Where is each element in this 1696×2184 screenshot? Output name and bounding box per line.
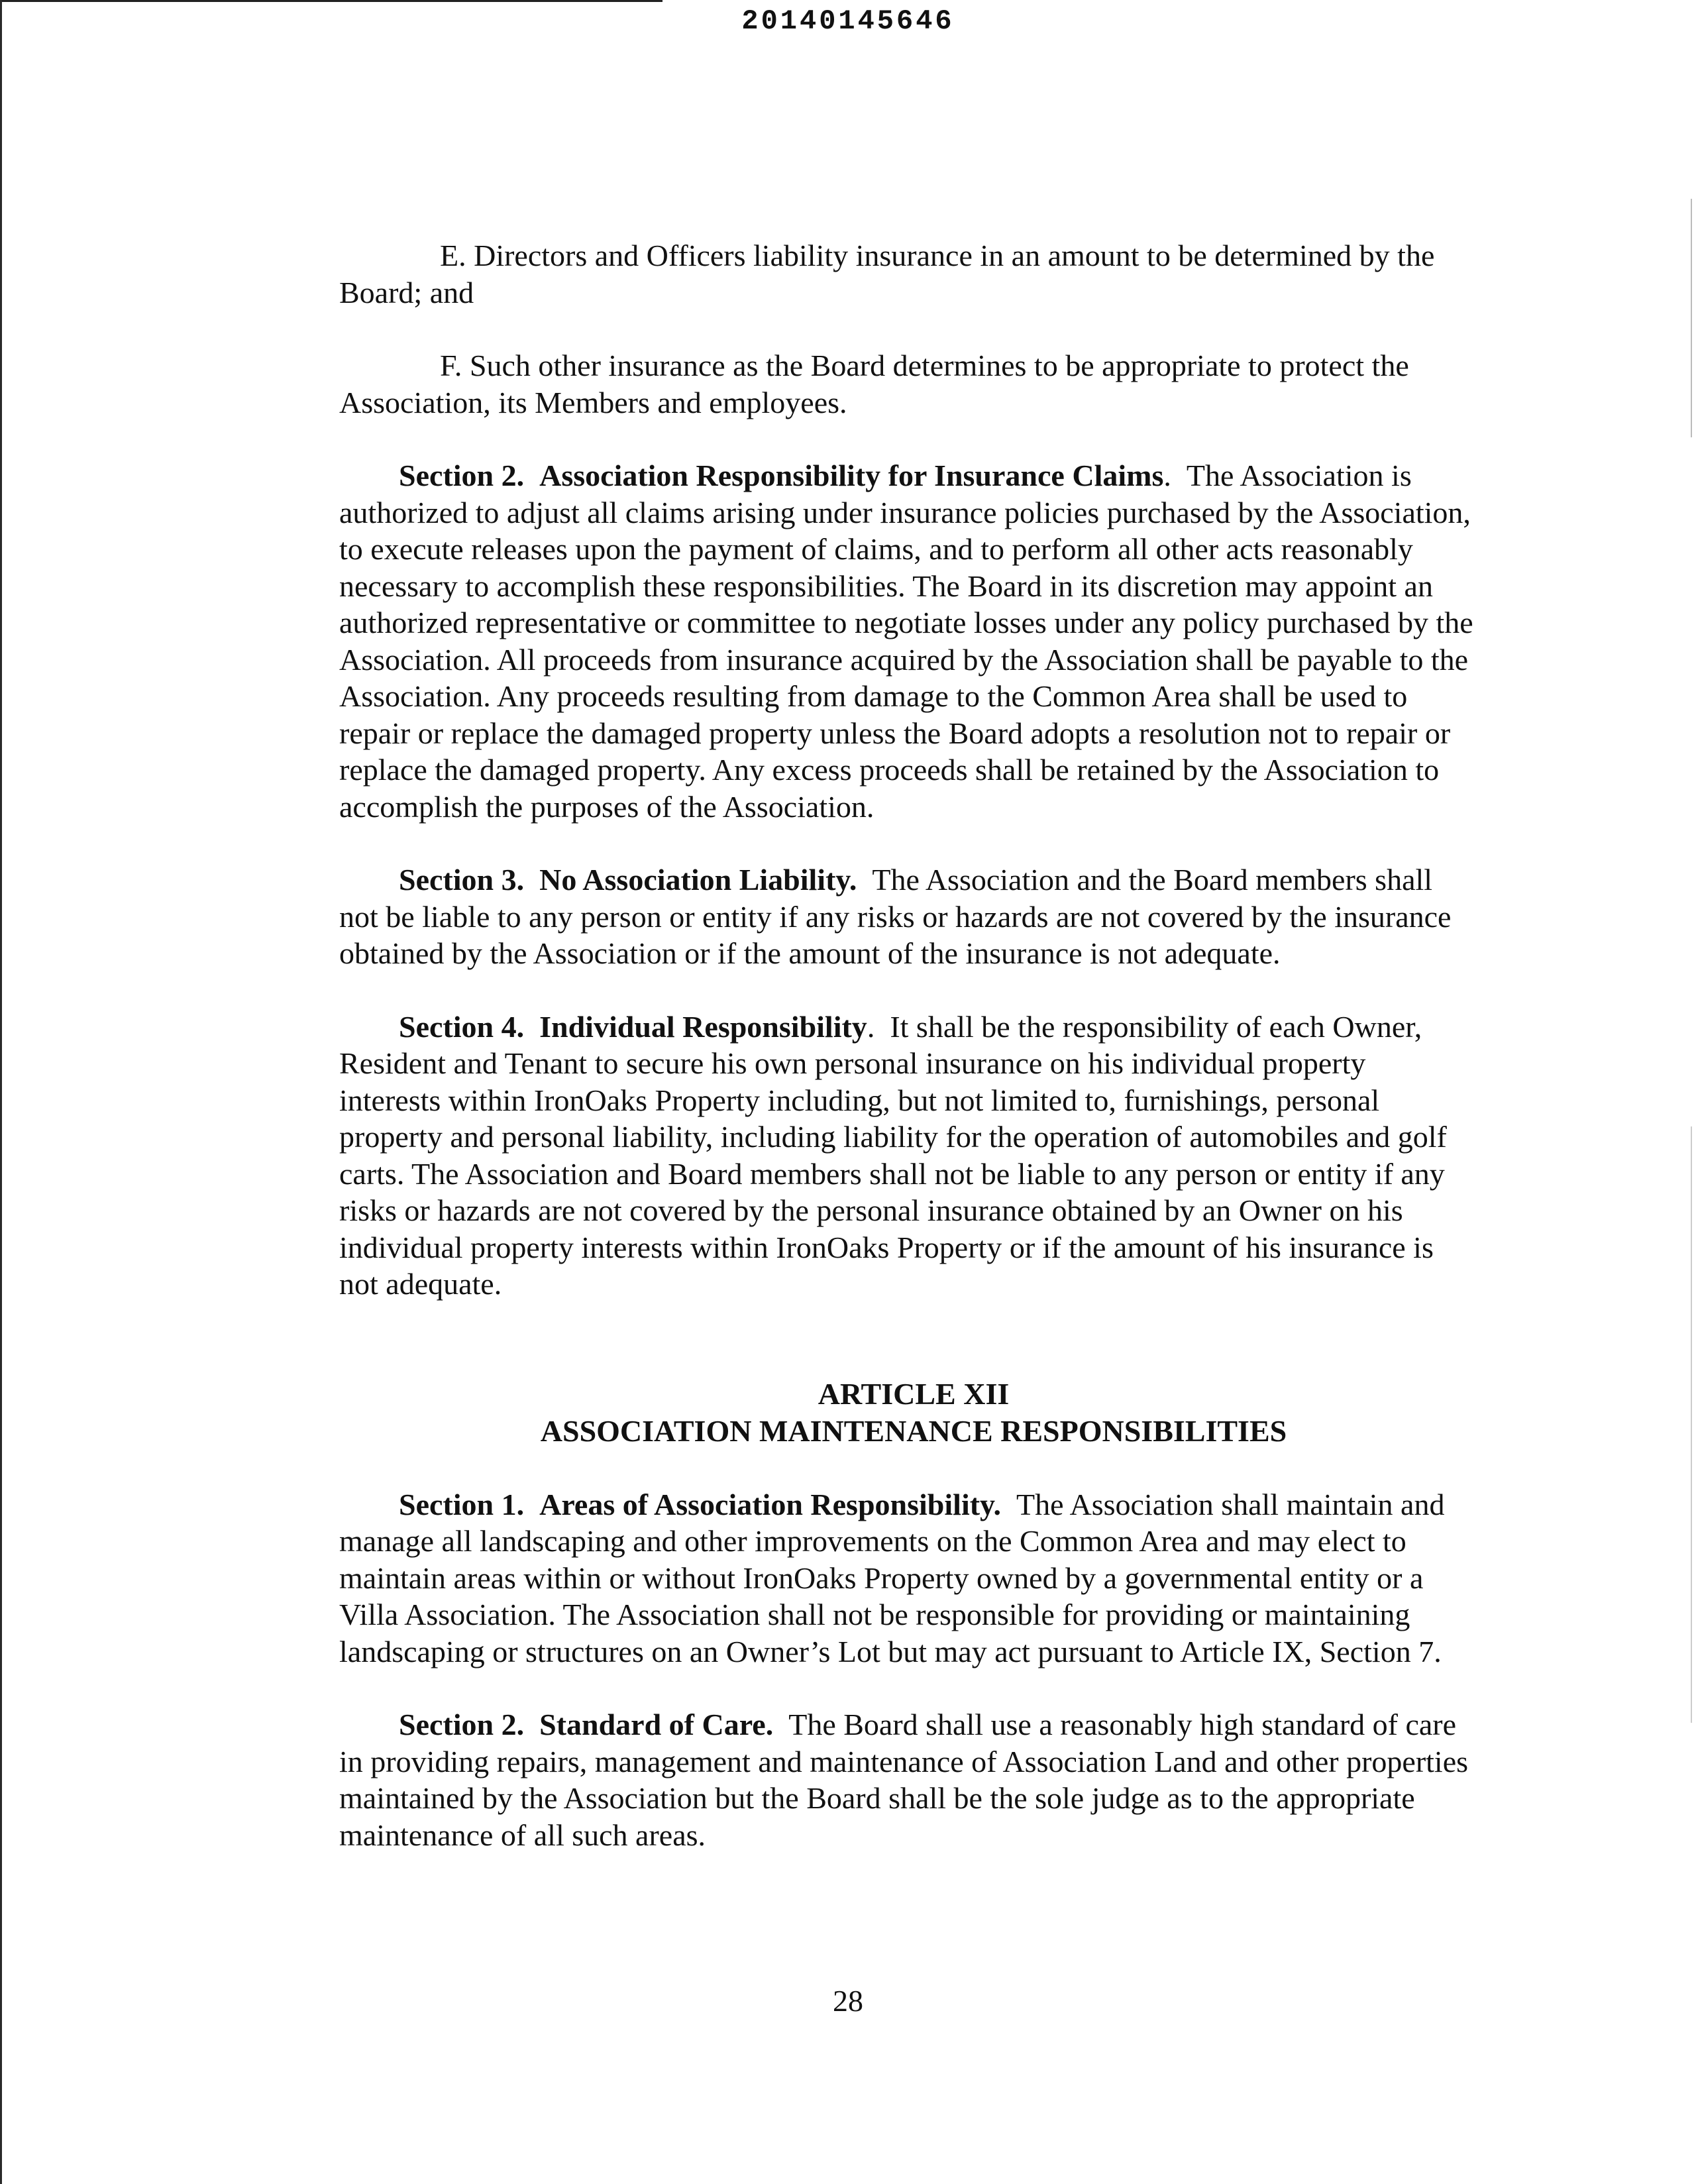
list-item-f: F. Such other insurance as the Board determines to be appropriate to protect the Association, its Members and employees. (339, 349, 1409, 419)
article-number: ARTICLE XII (818, 1376, 1010, 1411)
list-item-e: E. Directors and Officers liability insurance in an amount to be determined by the Board; and (339, 239, 1435, 309)
article-title: ASSOCIATION MAINTENANCE RESPONSIBILITIES (540, 1413, 1287, 1448)
section-title: Individual Responsibility (539, 1009, 867, 1044)
section-label: Section 2. (399, 459, 525, 492)
section-body: The Association shall maintain and manage all landscaping and other improvements on the Common Area and may elect to maintain areas within or without IronOaks Property owned by a governmental entity or a Villa Association. The Association shall not be responsible for providing or maintaining landscaping or structures on an Owner’s Lot but may act pursuant to Article IX, Section 7. (339, 1487, 1445, 1668)
section-title: Standard of Care. (539, 1708, 774, 1741)
scan-edge-right (1691, 199, 1692, 437)
section-label: Section 1. (399, 1487, 525, 1521)
section-1-areas-of-responsibility (339, 1486, 1475, 1670)
scan-edge-right-lower (1691, 1126, 1692, 1723)
section-label: Section 3. (399, 863, 525, 897)
section-body: The Association is authorized to adjust all claims arising under insurance policies purchased by the Association, to execute releases upon the payment of claims, and to perform all other acts reasonably necessary to accomplish these responsibilities. The Board in its discretion may appoint an authorized representative or committee to negotiate losses under any policy purchased by the Association. All proceeds from insurance acquired by the Association shall be payable to the Association. Any proceeds resulting from damage to the Common Area shall be used to repair or replace the damaged property unless the Board adopts a resolution not to repair or replace the damaged property. Any excess proceeds shall be retained by the Association to accomplish the purposes of the Association. (339, 459, 1473, 824)
document-number: 20140145646 (741, 5, 955, 37)
section-title-punct: . (1163, 459, 1171, 492)
section-body: The Association and the Board members shall not be liable to any person or entity if any risks or hazards are not covered by the insurance obtained by the Association or if the amount of the insurance is not adequate. (339, 863, 1452, 970)
section-2-insurance-claims (339, 457, 1475, 825)
article-heading (339, 1376, 1475, 1450)
scan-edge-left (0, 0, 2, 2184)
section-label: Section 4. (399, 1009, 525, 1044)
page-number: 28 (833, 1984, 863, 2018)
section-title: Association Responsibility for Insurance Claims (539, 459, 1164, 492)
section-2-standard-of-care (339, 1706, 1475, 1853)
section-4-individual-responsibility (339, 1009, 1475, 1303)
section-3-no-liability (339, 861, 1475, 972)
scan-edge-top (0, 0, 662, 2)
section-body: It shall be the responsibility of each Owner, Resident and Tenant to secure his own personal insurance on his individual property interests within IronOaks Property including, but not limited to, furnishings, personal property and personal liability, including liability for the operation of automobiles and golf carts. The Association and Board members shall not be liable to any person or entity if any risks or hazards are not covered by the personal insurance obtained by an Owner on his individual property interests within IronOaks Property or if the amount of his insurance is not adequate. (339, 1009, 1447, 1301)
section-label: Section 2. (399, 1708, 525, 1741)
section-title: No Association Liability. (539, 863, 857, 897)
section-title: Areas of Association Responsibility. (539, 1487, 1002, 1521)
section-body: The Board shall use a reasonably high standard of care in providing repairs, management and maintenance of Association Land and other properties maintained by the Association but the Board shall be the sole judge as to the appropriate maintenance of all such areas. (339, 1708, 1469, 1852)
section-title-punct: . (867, 1009, 875, 1044)
page-body (339, 237, 1475, 1853)
